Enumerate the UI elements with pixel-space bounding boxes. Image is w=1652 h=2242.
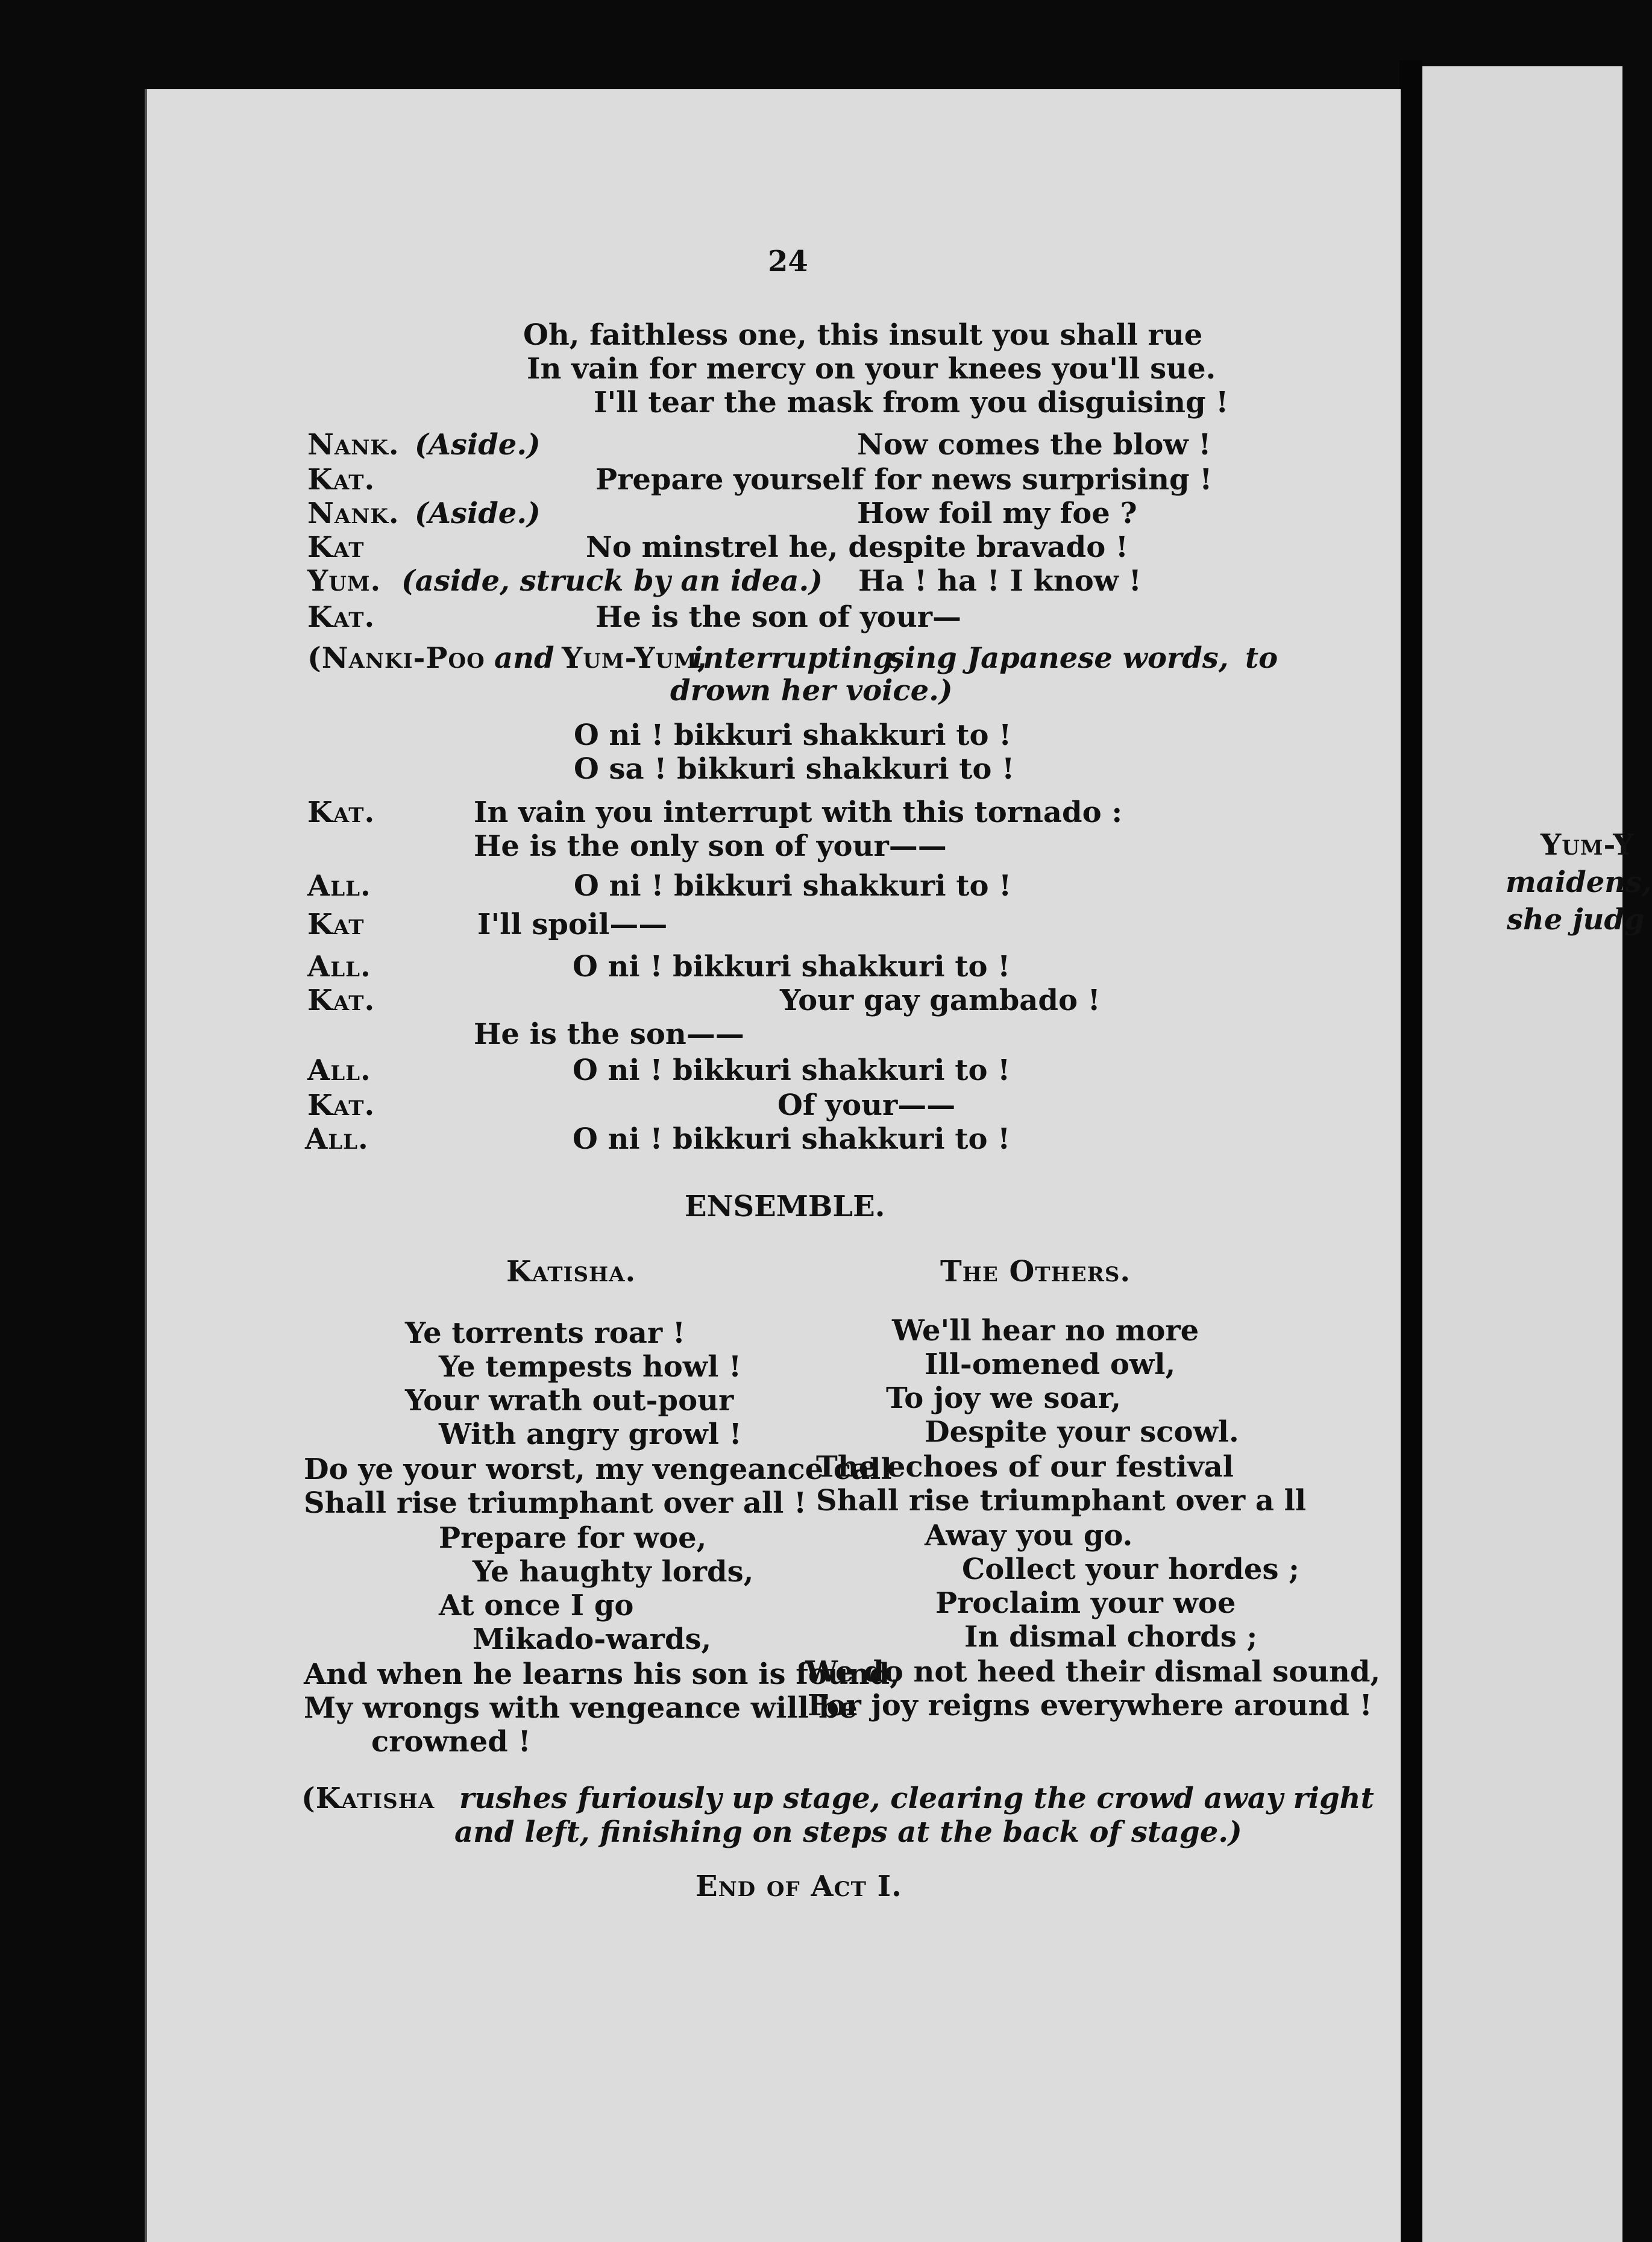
section-heading: ENSEMBLE. bbox=[685, 1190, 885, 1223]
dialogue-line: Your gay gambado ! bbox=[780, 984, 1101, 1017]
ensemble-right-line: Away you go. bbox=[925, 1519, 1133, 1553]
ensemble-right-line: In dismal chords ; bbox=[964, 1620, 1258, 1654]
dialogue-line: O ni ! bikkuri shakkuri to ! bbox=[573, 950, 1011, 984]
dialogue-line: He is the son—— bbox=[474, 1017, 744, 1051]
column-heading: The Others. bbox=[940, 1255, 1131, 1289]
verse-line: Oh, faithless one, this insult you shall rue bbox=[523, 318, 1203, 352]
ensemble-left-line: With angry growl ! bbox=[439, 1418, 742, 1451]
stage-direction-text: interrupting, bbox=[692, 641, 903, 675]
ensemble-left-line: Your wrath out-pour bbox=[405, 1384, 734, 1418]
japanese-line: O sa ! bikkuri shakkuri to ! bbox=[574, 752, 1015, 786]
dialogue-line: No minstrel he, despite bravado ! bbox=[586, 530, 1128, 564]
ensemble-right-line: Shall rise triumphant over a ll bbox=[816, 1484, 1307, 1518]
ensemble-right-line: For joy reigns everywhere around ! bbox=[808, 1689, 1372, 1722]
dialogue-line: Ha ! ha ! I know ! bbox=[858, 564, 1142, 598]
dialogue-line: He is the son of your— bbox=[595, 600, 962, 634]
speaker-name: Kat bbox=[307, 908, 365, 941]
end-of-act: End of Act I. bbox=[696, 1870, 902, 1903]
verse-line: I'll tear the mask from you disguising ! bbox=[594, 386, 1229, 419]
ensemble-left-line: crowned ! bbox=[371, 1725, 531, 1759]
speaker-name: Kat. bbox=[307, 600, 375, 634]
stage-direction-text: and bbox=[494, 641, 554, 675]
ensemble-left-line: Ye torrents roar ! bbox=[405, 1316, 685, 1350]
speaker-name: All. bbox=[307, 950, 371, 984]
stage-direction-text: and left, finishing on steps at the back of stage.) bbox=[454, 1815, 1242, 1849]
gutter-shadow bbox=[1399, 60, 1422, 2242]
ensemble-right-line: Ill-omened owl, bbox=[925, 1348, 1176, 1381]
ensemble-left-line: Do ye your worst, my vengeance call bbox=[304, 1452, 892, 1486]
stage-direction-text: drown her voice.) bbox=[670, 674, 953, 708]
speaker-name: All. bbox=[307, 1053, 371, 1087]
speaker-name: Yum. bbox=[307, 564, 382, 598]
speaker-name: Kat. bbox=[307, 463, 375, 497]
facing-page-text: she judg bbox=[1507, 903, 1645, 937]
dialogue-line: He is the only son of your—— bbox=[474, 829, 947, 863]
dialogue-line: O ni ! bikkuri shakkuri to ! bbox=[574, 869, 1012, 903]
speaker-name: All. bbox=[305, 1122, 369, 1156]
speaker-name: Kat. bbox=[307, 984, 375, 1017]
ensemble-left-line: Shall rise triumphant over all ! bbox=[304, 1486, 807, 1520]
ensemble-left-line: At once I go bbox=[439, 1589, 634, 1622]
ensemble-left-line: Mikado-wards, bbox=[473, 1622, 712, 1656]
dialogue-line: O ni ! bikkuri shakkuri to ! bbox=[573, 1053, 1011, 1087]
stage-direction: (aside, struck by an idea.) bbox=[401, 564, 823, 598]
speaker-name: Kat bbox=[307, 530, 365, 564]
facing-page-text: maidens, bbox=[1506, 865, 1652, 899]
facing-page-text: Yum-Y bbox=[1541, 828, 1635, 862]
dialogue-line: O ni ! bikkuri shakkuri to ! bbox=[573, 1122, 1011, 1156]
stage-direction: (Aside.) bbox=[415, 428, 541, 462]
dialogue-line: I'll spoil—— bbox=[477, 908, 668, 941]
speaker-name: Kat. bbox=[307, 796, 375, 829]
speaker-name: Nank. bbox=[307, 497, 400, 530]
japanese-line: O ni ! bikkuri shakkuri to ! bbox=[574, 718, 1012, 752]
ensemble-right-line: Despite your scowl. bbox=[925, 1415, 1239, 1449]
ensemble-left-line: My wrongs with vengeance will be bbox=[304, 1691, 858, 1725]
ensemble-left-line: Ye haughty lords, bbox=[473, 1555, 754, 1589]
ensemble-right-line: Collect your hordes ; bbox=[962, 1553, 1299, 1586]
ensemble-left-line: Ye tempests howl ! bbox=[439, 1350, 742, 1384]
ensemble-right-line: The echoes of our festival bbox=[816, 1450, 1234, 1484]
facing-page bbox=[1422, 66, 1622, 2242]
stage-direction-name: Yum-Yum, bbox=[562, 641, 708, 675]
stage-direction-name: (Katisha bbox=[301, 1782, 435, 1815]
speaker-name: Kat. bbox=[307, 1088, 375, 1122]
page-number: 24 bbox=[768, 245, 808, 278]
ensemble-left-line: And when he learns his son is found, bbox=[304, 1657, 900, 1691]
dialogue-line: In vain you interrupt with this tornado : bbox=[474, 796, 1123, 829]
speaker-name: Nank. bbox=[307, 428, 400, 462]
ensemble-right-line: To joy we soar, bbox=[886, 1381, 1122, 1415]
dialogue-line: Of your—— bbox=[777, 1088, 956, 1122]
ensemble-left-line: Prepare for woe, bbox=[439, 1521, 707, 1555]
dialogue-line: How foil my foe ? bbox=[857, 497, 1137, 530]
stage-direction-text: rushes furiously up stage, clearing the crowd away right bbox=[459, 1782, 1374, 1815]
stage-direction: (Aside.) bbox=[415, 497, 541, 530]
dialogue-line: Now comes the blow ! bbox=[857, 428, 1211, 462]
dialogue-line: Prepare yourself for news surprising ! bbox=[595, 463, 1213, 497]
speaker-name: All. bbox=[307, 869, 371, 903]
column-heading: Katisha. bbox=[506, 1255, 636, 1289]
ensemble-right-line: Proclaim your woe bbox=[935, 1586, 1236, 1620]
stage-direction-text: to bbox=[1245, 641, 1278, 675]
verse-line: In vain for mercy on your knees you'll sue. bbox=[527, 352, 1216, 386]
ensemble-right-line: We do not heed their dismal sound, bbox=[805, 1655, 1381, 1689]
stage-direction-name: (Nanki-Poo bbox=[307, 641, 485, 675]
ensemble-right-line: We'll hear no more bbox=[892, 1314, 1199, 1348]
stage-direction-text: sing Japanese words, bbox=[888, 641, 1229, 675]
